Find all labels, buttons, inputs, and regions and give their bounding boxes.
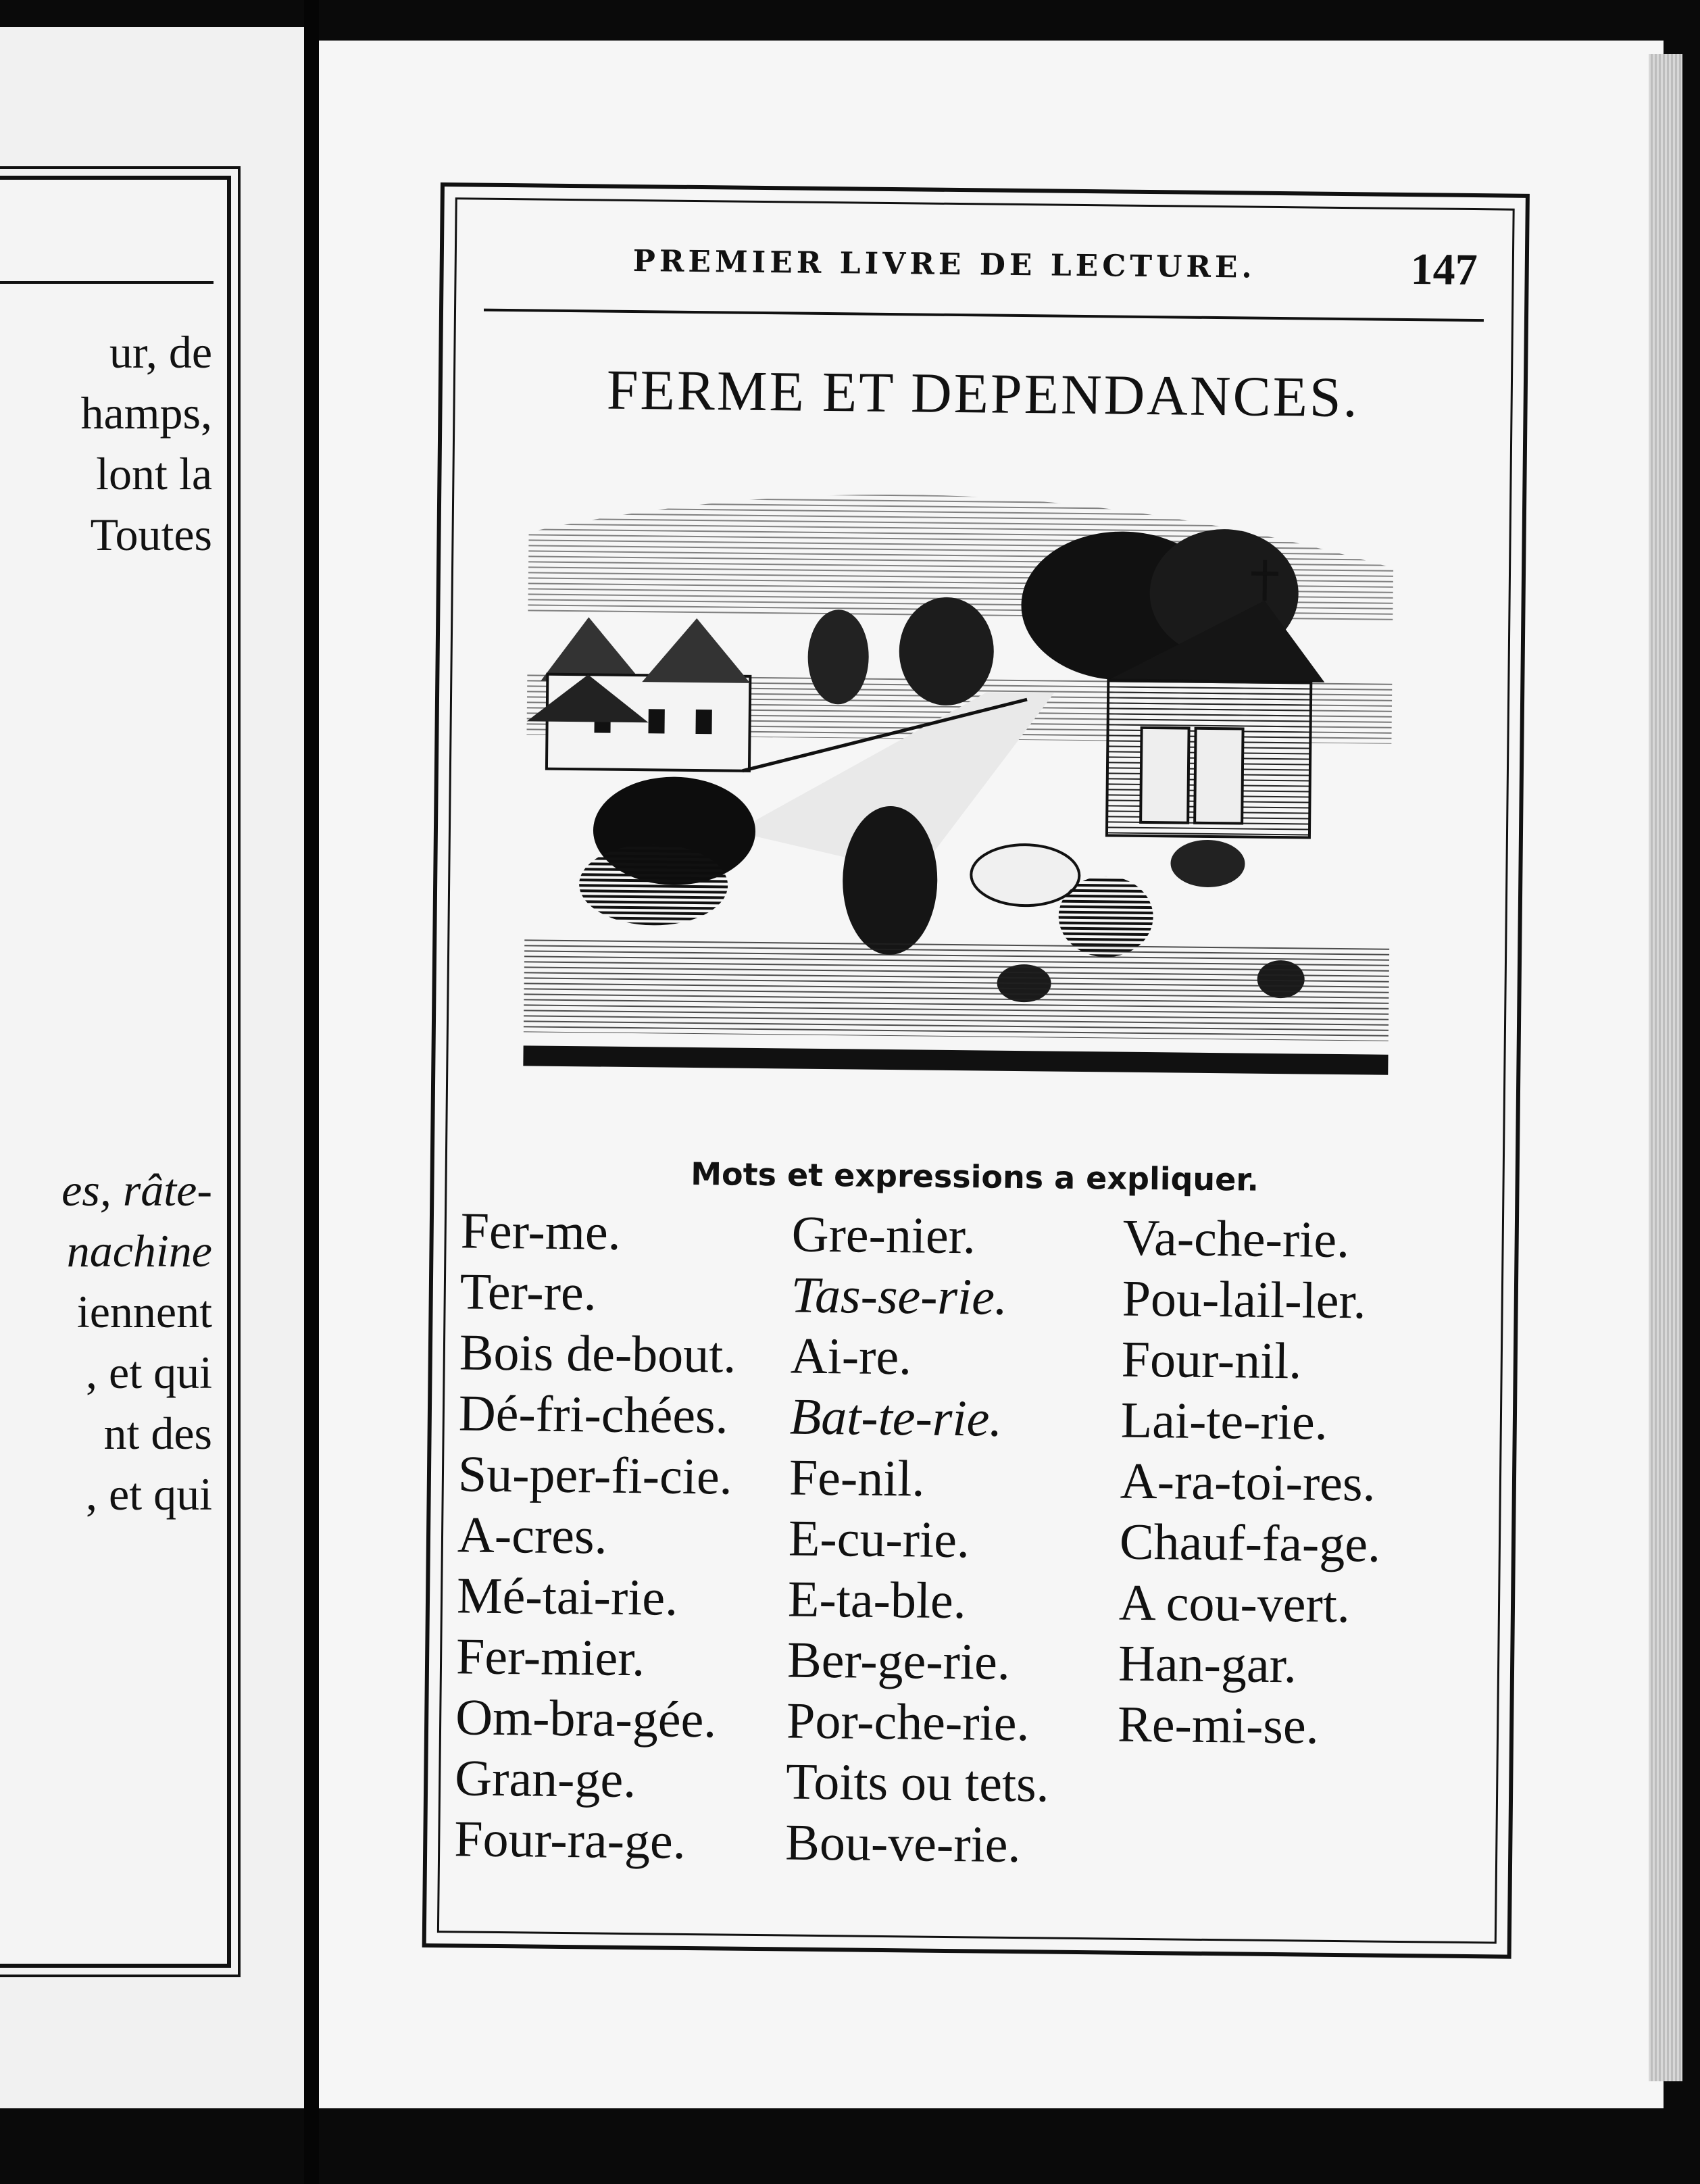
vocab-word: Four-nil.	[1121, 1331, 1302, 1390]
vocab-word: Lai-te-rie.	[1120, 1391, 1328, 1451]
vocab-word: Toits ou tets.	[785, 1753, 1050, 1813]
left-page-frame	[0, 176, 231, 1968]
left-line: ur, de	[109, 326, 212, 378]
vocab-word: Pou-lail-ler.	[1122, 1270, 1367, 1330]
vocab-word: Chauf-fa-ge.	[1119, 1513, 1381, 1573]
left-line: lont la	[96, 448, 212, 499]
word-column-1	[454, 1200, 738, 1872]
vocab-word: Ai-re.	[790, 1327, 912, 1386]
page-frame	[422, 182, 1530, 1959]
subtitle: Mots et expressions a expliquer.	[690, 1155, 1259, 1198]
vocab-word: Mé-tai-rie.	[456, 1567, 678, 1627]
farm-engraving	[509, 451, 1401, 1095]
vocab-word: E-ta-ble.	[787, 1570, 967, 1630]
left-page	[0, 27, 304, 2108]
vocab-word: Four-ra-ge.	[453, 1810, 686, 1870]
page-number: 147	[1410, 245, 1478, 295]
running-header: PREMIER LIVRE DE LECTURE.	[632, 243, 1257, 285]
word-column-2	[785, 1204, 1055, 1876]
vocab-word: Om-bra-gée.	[455, 1689, 717, 1749]
vocab-word: A-cres.	[457, 1506, 608, 1565]
left-line: es, râte-	[61, 1164, 212, 1216]
vocab-word: Gre-nier.	[791, 1206, 976, 1265]
vocab-word: Gran-ge.	[454, 1749, 636, 1809]
left-line: hamps,	[80, 387, 212, 439]
vocab-word: Fe-nil.	[789, 1449, 925, 1508]
left-page-text	[0, 322, 212, 1524]
vocab-word: Bou-ve-rie.	[784, 1814, 1021, 1874]
vocab-word: Fer-mier.	[455, 1628, 645, 1687]
vocab-word: Su-per-fi-cie.	[457, 1445, 733, 1506]
vocab-word: A cou-vert.	[1118, 1574, 1351, 1634]
vocab-word: Re-mi-se.	[1117, 1695, 1320, 1755]
left-line: nachine	[66, 1225, 212, 1276]
left-line: , et qui	[86, 1468, 212, 1520]
left-line: Toutes	[90, 509, 212, 560]
vocab-word: Va-che-rie.	[1122, 1209, 1350, 1269]
vocab-word: Por-che-rie.	[786, 1692, 1030, 1752]
vocab-word: Dé-fri-chées.	[458, 1385, 729, 1445]
left-line: iennent	[76, 1286, 212, 1337]
vocab-word: Fer-me.	[460, 1202, 622, 1261]
vocab-word: Bois de-bout.	[459, 1324, 736, 1384]
section-title: FERME ET DEPENDANCES.	[606, 358, 1360, 430]
vocab-word: Ber-ge-rie.	[786, 1631, 1011, 1691]
book-spine	[304, 0, 319, 2184]
vocab-word: A-ra-toi-res.	[1120, 1452, 1376, 1512]
left-line: nt des	[103, 1408, 212, 1459]
left-header-rule	[0, 281, 214, 284]
page-edge	[1649, 54, 1682, 2081]
vocab-word: E-cu-rie.	[788, 1510, 970, 1569]
vocab-word: Ter-re.	[459, 1263, 597, 1322]
vocab-word: Bat-te-rie.	[789, 1388, 1003, 1447]
word-column-3	[1118, 1208, 1384, 1758]
left-line: , et qui	[86, 1347, 212, 1398]
vocab-word: Han-gar.	[1118, 1635, 1297, 1694]
vocab-word: Tas-se-rie.	[791, 1266, 1008, 1326]
